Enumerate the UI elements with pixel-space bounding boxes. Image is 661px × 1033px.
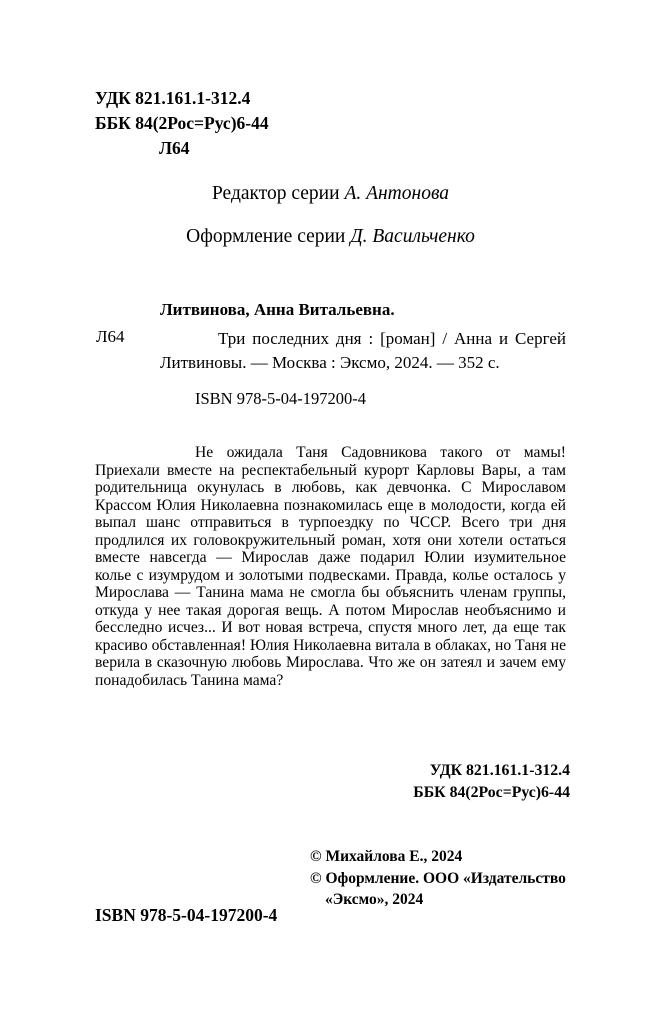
isbn-bottom: ISBN 978-5-04-197200-4 [95,905,278,925]
series-credits [0,183,661,269]
copyright-author: © Михайлова Е., 2024 [310,848,463,865]
series-editor-name: А. Антонова [344,183,450,204]
catalog-description-block [96,327,566,374]
catalog-card [96,300,566,409]
series-editor-line [0,183,661,204]
series-editor-label: Редактор серии [211,183,340,204]
copyright-publisher: © Оформление. ООО «Издательство «Эксмо», 2024 [310,869,566,908]
bbk-code-bottom: ББК 84(2Рос=Рус)6-44 [413,784,570,801]
copyright-block [310,846,572,911]
isbn-catalog: ISBN 978-5-04-197200-4 [195,389,366,408]
author-sign-top: Л64 [159,138,190,158]
bibliographic-description: Три последних дня : [роман] / Анна и Сергей Литвиновы. — Москва : Эксмо, 2024. — 352 с. [160,329,566,372]
catalog-author-heading: Литвинова, Анна Витальевна. [160,300,395,319]
series-designer-line [0,226,661,247]
bbk-code-top: ББК 84(2Рос=Рус)6-44 [95,113,269,133]
udk-code-top: УДК 821.161.1-312.4 [95,88,251,108]
author-sign-card: Л64 [96,327,125,346]
top-bibliographic-codes [95,86,269,161]
annotation-paragraph: Не ожидала Таня Садовникова такого от мамы! Приехали вместе на респектабельный курорт Карловы Вары, а там родительница окунулась в любовь, как девчонка. С Мирославом Крассом Юлия Николаевна познакомилась еще в молодости, когда ей выпал шанс отправиться в турпоездку по ЧССР. Всего три дня продлился их головокружительный роман, хотя они хотели остаться вместе навсегда — Мирослав даже подарил Юлии изумительное колье с изумрудом и золотыми подвесками. Правда, колье осталось у Мирослава — Танина мама не смогла бы объяснить членам группы, откуда у нее такая дорогая вещь. А потом Мирослав необъяснимо и бесследно исчез... И вот новая встреча, спустя много лет, да еще так красиво обставленная! Юлия Николаевна витала в облаках, но Таня не верила в сказочную любовь Мирослава. Что же он затеял и зачем ему понадобилась Танина мама? [95,444,566,689]
bottom-bibliographic-codes [413,760,570,804]
series-designer-label: Оформление серии [186,226,346,247]
udk-code-bottom: УДК 821.161.1-312.4 [429,762,570,779]
series-designer-name: Д. Васильченко [350,226,475,247]
